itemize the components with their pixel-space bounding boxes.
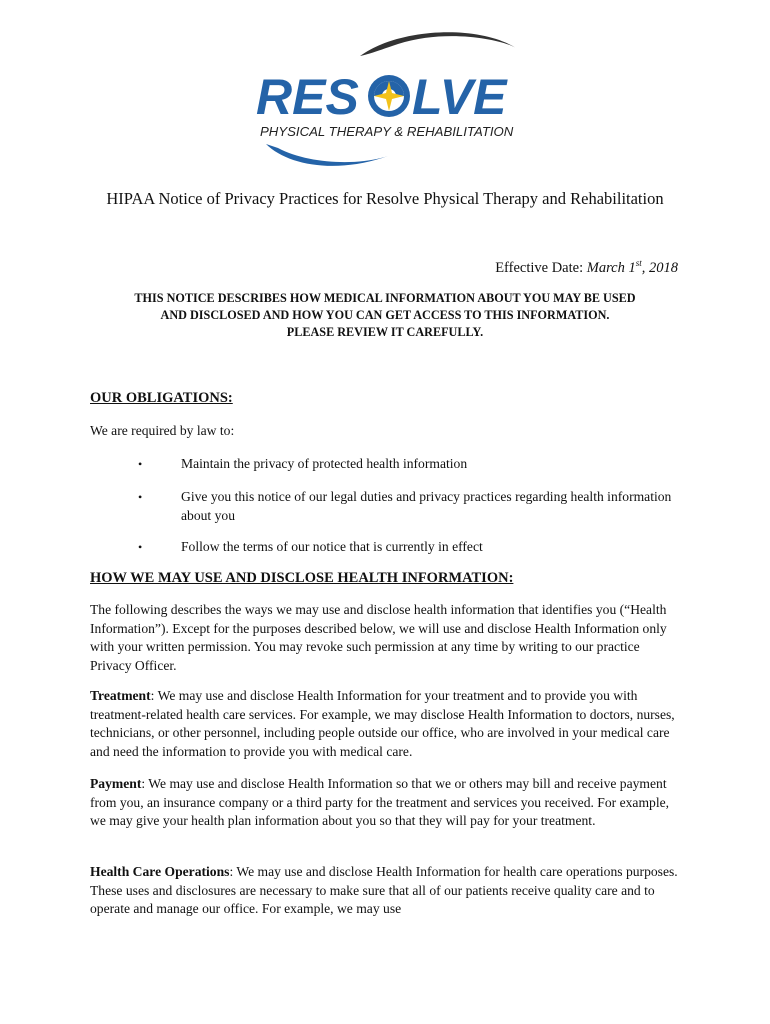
effective-date-value: March 1st, 2018 <box>586 258 678 276</box>
notice-line-3: PLEASE REVIEW IT CAREFULLY. <box>286 325 484 339</box>
brand-left-text: RES <box>256 69 359 125</box>
document-title: HIPAA Notice of Privacy Practices for Resolve Physical Therapy and Rehabilitation <box>106 189 664 208</box>
effective-date-label: Effective Date: <box>495 260 584 276</box>
globe-emblem <box>368 75 410 117</box>
operations-text: : We may use and disclose Health Information for health care operations purposes. These uses and disclosures are necessary to make sure that all of our patients receive quality care and to operate and manage our office. For example, we may use <box>90 864 678 916</box>
notice-line-1: THIS NOTICE DESCRIBES HOW MEDICAL INFORMATION ABOUT YOU MAY BE USED <box>134 291 636 305</box>
resolve-logo-graphic <box>248 26 520 176</box>
logo-tagline: PHYSICAL THERAPY & REHABILITATION <box>260 124 514 139</box>
bottom-swoosh <box>266 144 388 166</box>
operations-label: Health Care Operations <box>90 864 230 879</box>
operations-paragraph <box>90 863 682 919</box>
bullet-icon: • <box>138 490 143 504</box>
top-swoosh <box>360 32 516 56</box>
treatment-paragraph <box>90 687 682 761</box>
uses-intro: The following describes the ways we may use and disclose health information that identifies you (“Health Information”). Except for the purposes described below, we will use and disclose Health Information only with your written permission. You may revoke such permission at any time by writing to our practice Privacy Officer. <box>90 602 667 673</box>
payment-label: Payment <box>90 776 142 791</box>
ordinal-suffix: st <box>635 258 642 269</box>
treatment-text: : We may use and disclose Health Information for your treatment and to provide you with treatment-related health care services. For example, we may disclose Health Information to doctors, nurses, technicians, or other personnel, including people outside our office, who are involved in your medical care and need the information to provide you with medical care. <box>90 688 675 759</box>
treatment-label: Treatment <box>90 688 151 703</box>
notice-banner <box>90 290 680 341</box>
obligation-text: Give you this notice of our legal duties and privacy practices regarding health information about you <box>181 489 672 523</box>
obligation-text: Maintain the privacy of protected health information <box>181 456 468 471</box>
payment-paragraph <box>90 775 682 831</box>
payment-text: : We may use and disclose Health Information so that we or others may bill and receive payment from you, an insurance company or a third party for the treatment and services you received. For example, we may give your health plan information about you so that they will pay for your treatment. <box>90 776 670 828</box>
obligations-heading: OUR OBLIGATIONS: <box>90 390 233 406</box>
notice-line-2: AND DISCLOSED AND HOW YOU CAN GET ACCESS TO THIS INFORMATION. <box>160 308 610 322</box>
brand-right-text: LVE <box>412 69 507 125</box>
obligations-intro: We are required by law to: <box>90 423 235 438</box>
effective-date <box>495 258 678 278</box>
obligation-text: Follow the terms of our notice that is currently in effect <box>181 539 483 554</box>
uses-heading: HOW WE MAY USE AND DISCLOSE HEALTH INFORMATION: <box>90 570 514 586</box>
bullet-icon: • <box>138 540 143 554</box>
bullet-icon: • <box>138 457 143 471</box>
resolve-logo <box>248 26 520 176</box>
